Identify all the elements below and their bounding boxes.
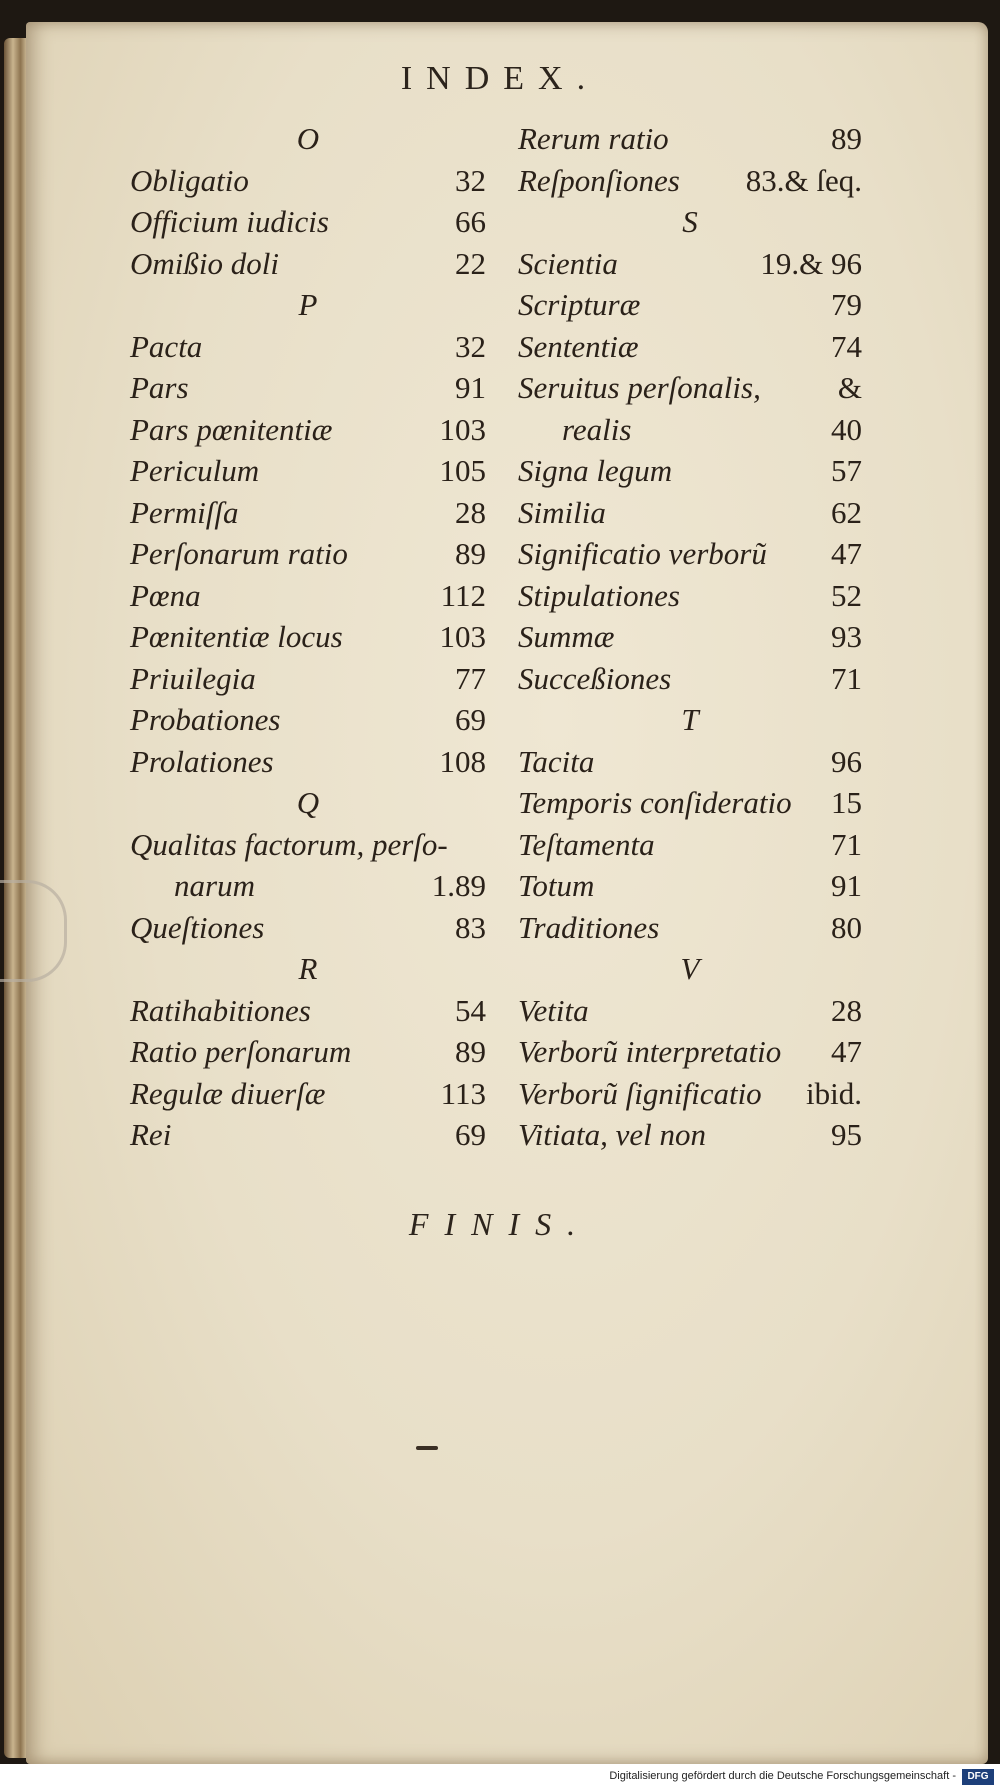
index-page-number: 103 bbox=[439, 411, 486, 447]
index-entry bbox=[130, 699, 486, 741]
index-page-number: 54 bbox=[455, 992, 486, 1028]
index-term: Rerum ratio bbox=[518, 121, 669, 156]
index-term: Ratio perſonarum bbox=[130, 1034, 352, 1069]
index-entry bbox=[518, 1031, 862, 1073]
index-entry bbox=[130, 907, 486, 949]
index-term: Reſponſiones bbox=[518, 162, 680, 198]
index-page-number: 93 bbox=[831, 619, 862, 654]
index-term: Verborũ ſignificatio bbox=[518, 1075, 762, 1111]
index-entry bbox=[130, 741, 486, 783]
index-term: Seruitus perſonalis, bbox=[518, 370, 761, 405]
index-term: Priuilegia bbox=[130, 660, 256, 696]
index-entry bbox=[518, 1114, 862, 1156]
index-page-number: 95 bbox=[831, 1117, 862, 1152]
index-letter: T bbox=[681, 702, 699, 737]
index-page-number: 32 bbox=[455, 162, 486, 198]
index-page-number: 103 bbox=[439, 619, 486, 654]
index-page-number: 96 bbox=[831, 743, 862, 779]
index-entry bbox=[518, 865, 862, 907]
index-entry bbox=[518, 616, 862, 658]
index-page-number: 32 bbox=[455, 328, 486, 364]
index-term: Permiſſa bbox=[130, 494, 239, 530]
footer-bar bbox=[0, 1764, 1000, 1792]
index-page-number: 1.89 bbox=[431, 868, 486, 903]
index-page-number: 15 bbox=[831, 785, 862, 820]
index-page-number: 19.& 96 bbox=[760, 245, 862, 281]
index-letter-heading bbox=[130, 782, 486, 824]
index-entry bbox=[130, 201, 486, 243]
index-letter-heading bbox=[518, 699, 862, 741]
index-page-number: 69 bbox=[455, 702, 486, 737]
index-page-number: 80 bbox=[831, 909, 862, 945]
index-page-number: 105 bbox=[439, 453, 486, 488]
index-letter: R bbox=[298, 951, 318, 986]
index-term: Vetita bbox=[518, 992, 589, 1028]
index-term: Pacta bbox=[130, 328, 203, 364]
index-entry bbox=[518, 990, 862, 1032]
index-entry bbox=[518, 824, 862, 866]
index-entry bbox=[518, 118, 862, 160]
index-page-number: 74 bbox=[831, 328, 862, 364]
index-term: Pœna bbox=[130, 577, 201, 613]
index-page-number: 79 bbox=[831, 287, 862, 322]
index-page-number: 22 bbox=[455, 245, 486, 281]
index-entry bbox=[518, 1073, 862, 1115]
index-entry bbox=[130, 409, 486, 451]
ornament-dash bbox=[416, 1446, 438, 1450]
index-entry bbox=[518, 492, 862, 534]
index-entry bbox=[518, 367, 862, 409]
index-entry bbox=[130, 1114, 486, 1156]
index-page-number: 108 bbox=[439, 743, 486, 779]
index-entry bbox=[130, 658, 486, 700]
index-letter: O bbox=[296, 121, 320, 156]
index-term: Tacita bbox=[518, 743, 595, 779]
index-term: Probationes bbox=[130, 702, 281, 737]
index-entry bbox=[518, 409, 862, 451]
index-term: Stipulationes bbox=[518, 577, 680, 613]
index-page-number: 71 bbox=[831, 660, 862, 696]
index-term: Perſonarum ratio bbox=[130, 536, 348, 571]
index-page-number: 52 bbox=[831, 577, 862, 613]
index-entry bbox=[518, 907, 862, 949]
index-letter-heading bbox=[130, 118, 486, 160]
index-letter-heading bbox=[518, 201, 862, 243]
index-page-number: 66 bbox=[455, 204, 486, 239]
index-term: Temporis conſideratio bbox=[518, 785, 792, 820]
index-term: Scripturæ bbox=[518, 287, 641, 322]
index-entry bbox=[518, 782, 862, 824]
index-entry bbox=[130, 824, 486, 866]
index-entry bbox=[130, 367, 486, 409]
index-page-number: & bbox=[837, 370, 862, 405]
index-term: Omißio doli bbox=[130, 245, 279, 281]
index-term: Teſtamenta bbox=[518, 826, 655, 862]
index-page-number: 112 bbox=[440, 577, 486, 613]
index-letter-heading bbox=[518, 948, 862, 990]
index-entry bbox=[518, 160, 862, 202]
index-page-number: 28 bbox=[455, 494, 486, 530]
index-page-number: 89 bbox=[831, 121, 862, 156]
index-term: Verborũ interpretatio bbox=[518, 1034, 782, 1069]
index-letter: V bbox=[680, 951, 700, 986]
index-page-number: 69 bbox=[455, 1117, 486, 1152]
dfg-logo: DFG bbox=[962, 1769, 994, 1785]
index-term: realis bbox=[562, 411, 632, 447]
index-entry bbox=[518, 741, 862, 783]
index-term: Summæ bbox=[518, 619, 615, 654]
index-page-number: 91 bbox=[831, 868, 862, 903]
footer-credit: Digitalisierung gefördert durch die Deutsche Forschungsgemeinschaft - bbox=[609, 1770, 956, 1782]
index-column-left bbox=[130, 118, 486, 1156]
index-term: Prolationes bbox=[130, 743, 274, 779]
index-page-number: ibid. bbox=[806, 1075, 862, 1111]
index-letter-heading bbox=[130, 284, 486, 326]
index-entry bbox=[130, 575, 486, 617]
index-entry bbox=[130, 533, 486, 575]
clip-mark bbox=[0, 880, 67, 982]
index-term: Pars bbox=[130, 370, 189, 405]
index-entry bbox=[130, 1073, 486, 1115]
index-page-number: 77 bbox=[455, 660, 486, 696]
index-term: Pars pœnitentiæ bbox=[130, 411, 333, 447]
index-page-number: 40 bbox=[831, 411, 862, 447]
index-term: Regulæ diuerſæ bbox=[130, 1075, 326, 1111]
index-page-number: 28 bbox=[831, 992, 862, 1028]
index-entry bbox=[130, 990, 486, 1032]
index-page-number: 47 bbox=[831, 536, 862, 571]
index-term: Signa legum bbox=[518, 453, 673, 488]
index-entry bbox=[518, 533, 862, 575]
index-entry bbox=[130, 243, 486, 285]
index-entry bbox=[518, 284, 862, 326]
page-heading: INDEX. bbox=[400, 60, 600, 97]
index-term: Vitiata, vel non bbox=[518, 1117, 706, 1152]
index-term: Scientia bbox=[518, 245, 618, 281]
index-entry bbox=[518, 326, 862, 368]
index-term: Obligatio bbox=[130, 162, 249, 198]
index-page-number: 91 bbox=[455, 370, 486, 405]
index-page-number: 89 bbox=[455, 1034, 486, 1069]
index-term: Significatio verborũ bbox=[518, 536, 767, 571]
index-term: Totum bbox=[518, 868, 595, 903]
index-term: Periculum bbox=[130, 453, 260, 488]
index-page-number: 113 bbox=[440, 1075, 486, 1111]
index-term: narum bbox=[174, 868, 255, 903]
index-term: Ratihabitiones bbox=[130, 992, 311, 1028]
index-entry bbox=[130, 492, 486, 534]
index-term: Queſtiones bbox=[130, 909, 265, 945]
index-entry bbox=[130, 326, 486, 368]
index-entry bbox=[130, 1031, 486, 1073]
index-term: Sententiæ bbox=[518, 328, 639, 364]
index-letter: Q bbox=[296, 785, 320, 820]
index-letter: P bbox=[298, 287, 318, 322]
index-entry bbox=[130, 450, 486, 492]
index-term: Similia bbox=[518, 494, 606, 530]
index-entry bbox=[130, 865, 486, 907]
index-page-number: 83 bbox=[455, 909, 486, 945]
index-entry bbox=[518, 243, 862, 285]
index-entry bbox=[518, 658, 862, 700]
index-entry bbox=[518, 450, 862, 492]
index-entry bbox=[130, 160, 486, 202]
index-term: Officium iudicis bbox=[130, 204, 329, 239]
index-page-number: 89 bbox=[455, 536, 486, 571]
index-page-number: 57 bbox=[831, 453, 862, 488]
index-page-number: 71 bbox=[831, 826, 862, 862]
index-page-number: 62 bbox=[831, 494, 862, 530]
index-letter: S bbox=[682, 204, 698, 239]
index-entry bbox=[518, 575, 862, 617]
index-page-number: 47 bbox=[831, 1034, 862, 1069]
index-term: Succeßiones bbox=[518, 660, 672, 696]
index-term: Traditiones bbox=[518, 909, 660, 945]
index-term: Qualitas factorum, perſo- bbox=[130, 826, 448, 862]
index-entry bbox=[130, 616, 486, 658]
index-column-right bbox=[518, 118, 862, 1156]
index-term: Pœnitentiæ locus bbox=[130, 619, 343, 654]
index-page-number: 83.& ſeq. bbox=[745, 162, 862, 198]
index-letter-heading bbox=[130, 948, 486, 990]
finis-text: FINIS. bbox=[408, 1206, 592, 1242]
index-term: Rei bbox=[130, 1117, 172, 1152]
